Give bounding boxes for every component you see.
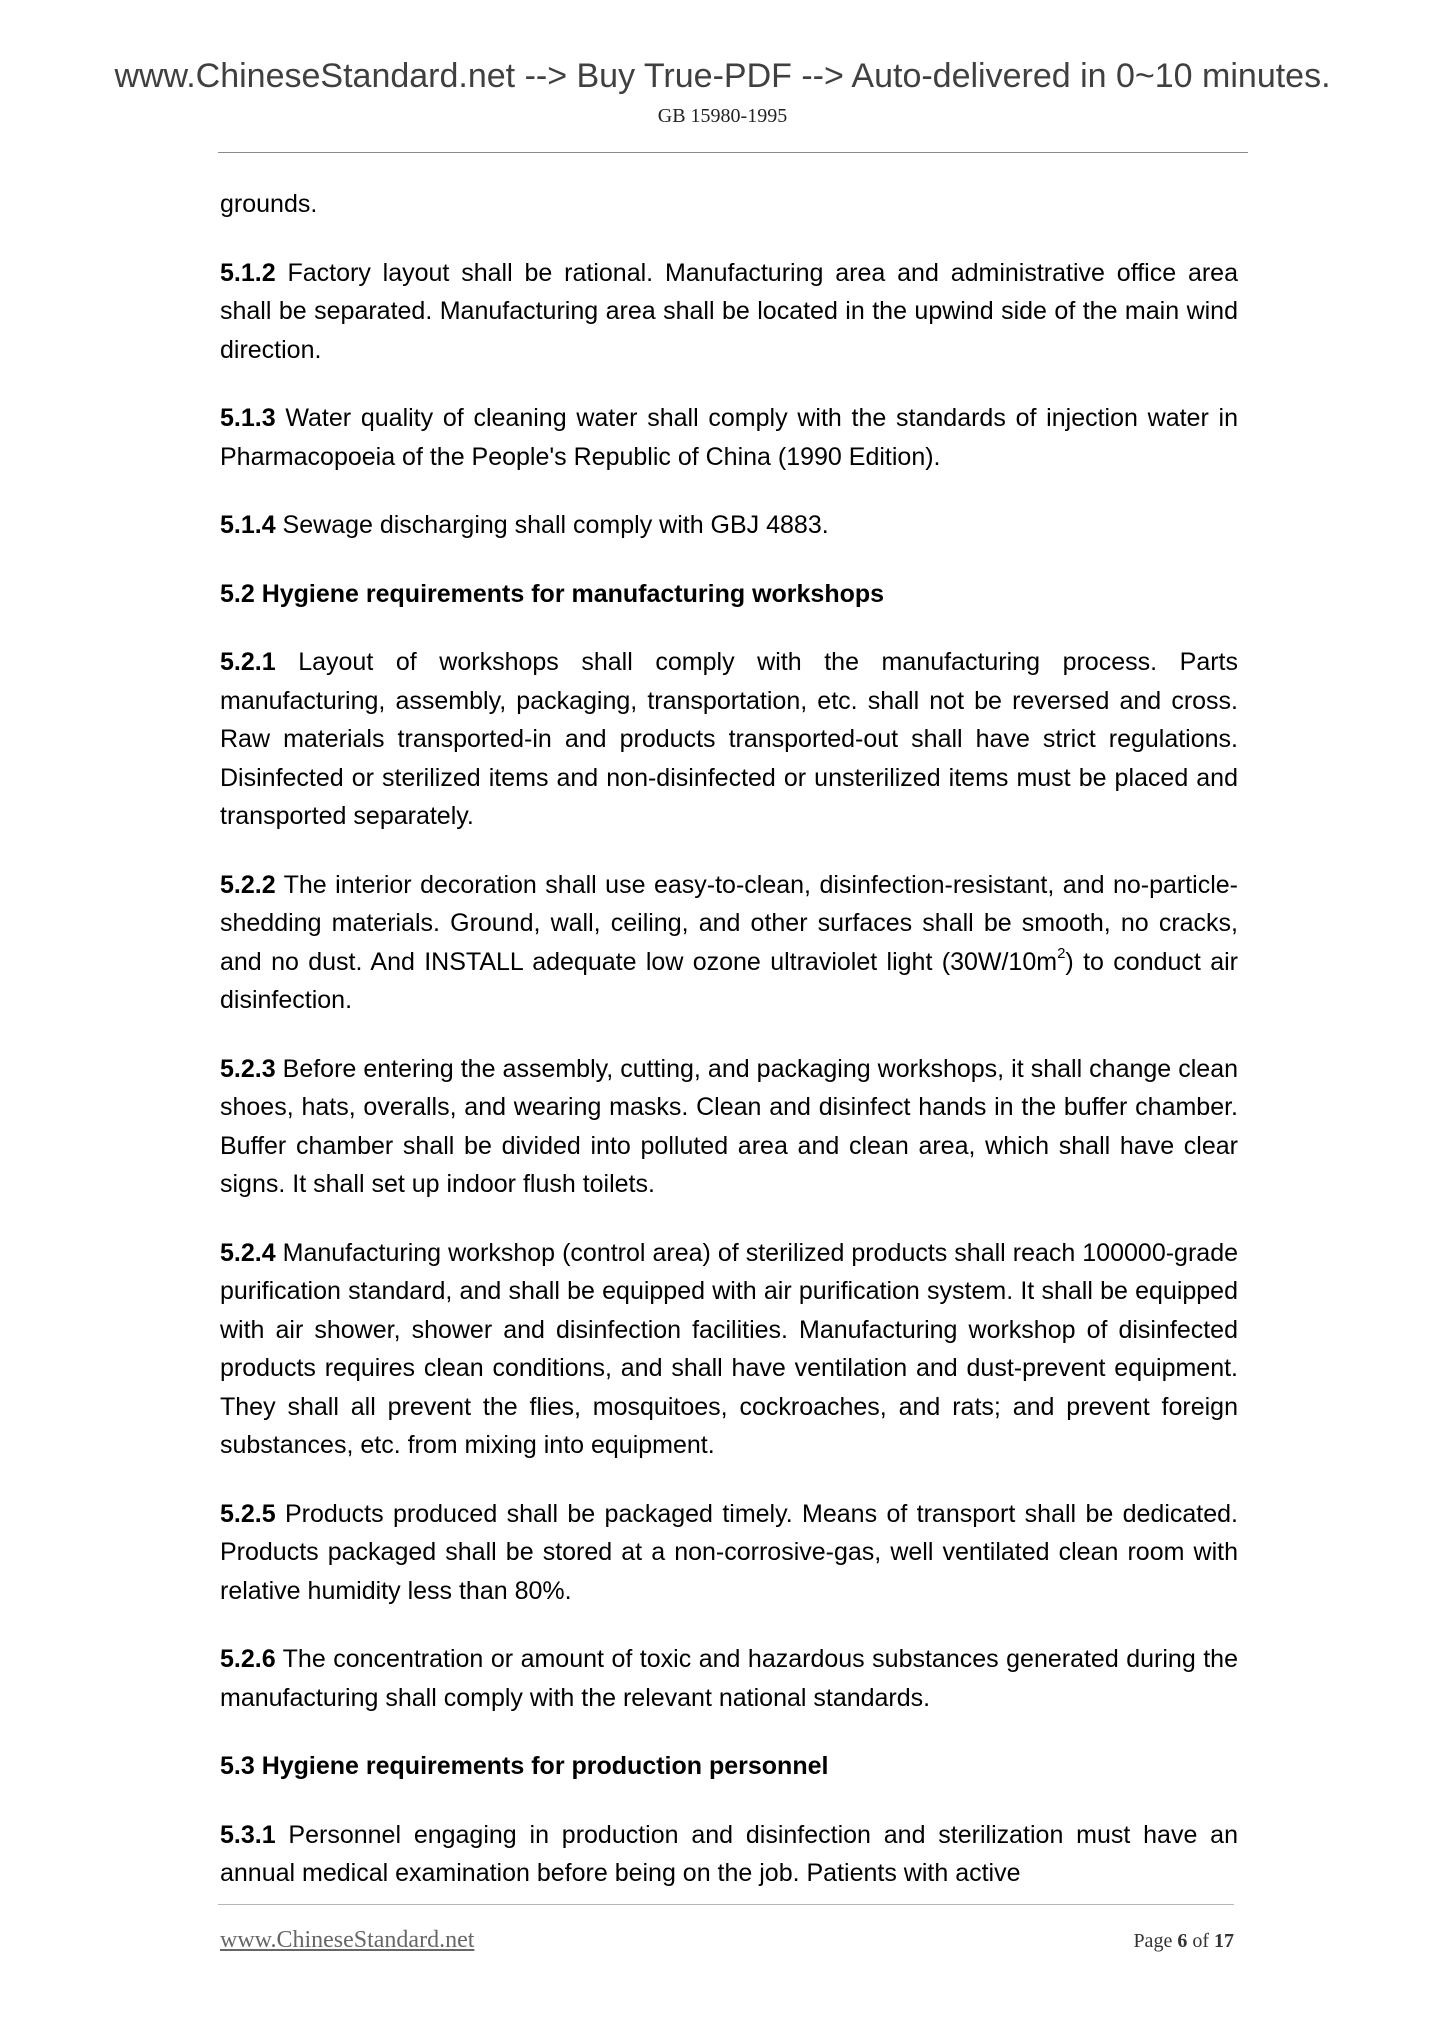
paragraph-continuation: grounds. — [220, 190, 318, 218]
clause-number: 5.2.1 — [220, 648, 276, 676]
header-banner: www.ChineseStandard.net --> Buy True-PDF --> Auto-delivered in 0~10 minutes. — [114, 57, 1331, 95]
page-of-label: of — [1187, 1930, 1214, 1952]
clause-text: The concentration or amount of toxic and hazardous substances generated during the manufacturing shall comply with the relevant national standards. — [220, 1645, 1238, 1712]
clause-number: 5.2.3 — [220, 1054, 276, 1083]
footer-divider — [218, 1904, 1234, 1905]
footer-website-link[interactable]: www.ChineseStandard.net — [220, 1927, 475, 1953]
clause-text: The interior decoration shall use easy-to-clean, disinfection-resistant, and no-particle-shedding materials. Ground, wall, ceiling, and other surfaces shall be smooth, no cracks, and no dust. And INSTALL adequate low ozone ultraviolet light (30W/10m — [220, 870, 1238, 976]
current-page-number: 6 — [1177, 1930, 1188, 1952]
clause-number: 5.2.6 — [220, 1645, 276, 1673]
clause-text: Personnel engaging in production and disinfection and sterilization must have an annual medical examination before being on the job. Patients with active — [220, 1820, 1238, 1887]
total-pages-number: 17 — [1214, 1930, 1234, 1952]
clause-number: 5.2.4 — [220, 1238, 276, 1267]
clause-text: Sewage discharging shall comply with GBJ 4883. — [275, 511, 829, 539]
clause-5-2-1 — [220, 643, 1238, 836]
clause-text-tail: ) to conduct air disinfection. — [220, 947, 1239, 1014]
page-label: Page — [1133, 1930, 1178, 1952]
clause-text: Factory layout shall be rational. Manufacturing area and administrative office area shall be separated. Manufacturing area shall be located in the upwind side of the main wind direction. — [220, 258, 1238, 364]
clause-text: Before entering the assembly, cutting, and packaging workshops, it shall change clean shoes, hats, overalls, and wearing masks. Clean and disinfect hands in the buffer chamber. Buffer chamber shall be divided into polluted area and clean area, which shall have clear signs. It shall set up indoor flush toilets. — [220, 1054, 1238, 1198]
clause-5-2-2 — [220, 866, 1238, 1020]
superscript: 2 — [1057, 945, 1066, 963]
clause-5-2-5 — [220, 1495, 1238, 1611]
clause-5-1-2 — [220, 254, 1238, 370]
clause-text: Water quality of cleaning water shall comply with the standards of injection water in Pharmacopoeia of the People's Republic of China (1990 Edition). — [220, 404, 1238, 471]
clause-number: 5.1.3 — [220, 404, 276, 432]
section-heading-5-3: 5.3 Hygiene requirements for production personnel — [220, 1752, 829, 1780]
document-id: GB 15980-1995 — [657, 105, 788, 127]
page-indicator — [1116, 1928, 1234, 1954]
section-heading-5-2: 5.2 Hygiene requirements for manufacturing workshops — [220, 579, 885, 608]
clause-5-1-3 — [220, 399, 1238, 476]
clause-number: 5.1.2 — [220, 258, 276, 287]
clause-number: 5.3.1 — [220, 1820, 276, 1849]
clause-5-1-4 — [220, 506, 1238, 545]
clause-text: Manufacturing workshop (control area) of sterilized products shall reach 100000-grade purification standard, and shall be equipped with air purification system. It shall be equipped with air shower, shower and disinfection facilities. Manufacturing workshop of disinfected products requires clean conditions, and shall have ventilation and dust-prevent equipment. They shall all prevent the flies, mosquitoes, cockroaches, and rats; and prevent foreign substances, etc. from mixing into equipment. — [220, 1238, 1238, 1459]
clause-number: 5.2.5 — [220, 1499, 276, 1528]
clause-text: Layout of workshops shall comply with the manufacturing process. Parts manufacturing, assembly, packaging, transportation, etc. shall not be reversed and cross. Raw materials transported-in and products transported-out shall have strict regulations. Disinfected or sterilized items and non-disinfected or unsterilized items must be placed and transported separately. — [220, 648, 1238, 830]
clause-number: 5.2.2 — [220, 870, 276, 899]
clause-5-2-4 — [220, 1234, 1238, 1465]
clause-5-3-1 — [220, 1816, 1238, 1893]
clause-number: 5.1.4 — [220, 511, 276, 539]
clause-5-2-3 — [220, 1050, 1238, 1204]
clause-text: Products produced shall be packaged timely. Means of transport shall be dedicated. Products packaged shall be stored at a non-corrosive-gas, well ventilated clean room with relative humidity less than 80%. — [220, 1499, 1238, 1605]
clause-5-2-6 — [220, 1640, 1238, 1717]
header-divider — [218, 152, 1248, 153]
document-body — [220, 185, 1238, 1923]
